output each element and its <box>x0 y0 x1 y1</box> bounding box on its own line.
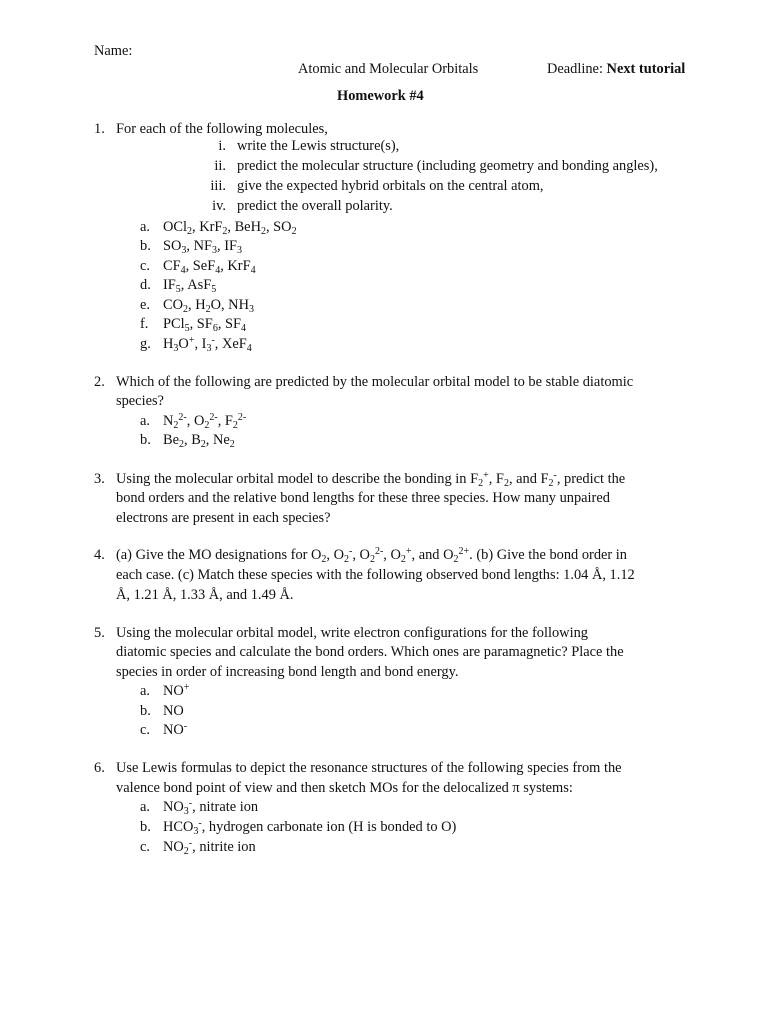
question-text-line: (a) Give the MO designations for $O_2$, $O_2^-$, $O_2^{2-}$, $O_2^+$, and $O_2^{2+}$. (b) Give the bond order in <box>116 546 627 565</box>
deadline <box>547 61 685 78</box>
step-text: predict the molecular structure (including geometry and bonding angles), <box>237 158 658 174</box>
item-text: $CF_4$, SeF$_4$, KrF$_4$ <box>163 258 256 276</box>
question-text-line: diatomic species and calculate the bond orders. Which ones are paramagnetic? Place the <box>116 644 624 660</box>
deadline-value: Next tutorial <box>606 61 686 77</box>
name-label: Name: <box>94 43 133 59</box>
item-text: $NO_3^-$, nitrate ion <box>163 798 259 817</box>
course-title: Atomic and Molecular Orbitals <box>298 61 479 77</box>
item-text: $H_3O^+$, $I_3^-$, XeF$_4$ <box>163 335 252 354</box>
question-text-line: bond orders and the relative bond lengths for these three species. How many unpaired <box>116 490 610 506</box>
question-number: 4. <box>94 547 105 563</box>
question-text-line: Which of the following are predicted by the molecular orbital model to be stable diatomic <box>116 374 634 390</box>
step-text: write the Lewis structure(s), <box>237 138 400 154</box>
item-text: NO+ <box>163 682 190 699</box>
item-text: $NO_2^-$, nitrite ion <box>163 838 256 857</box>
item-letter: b. <box>140 238 151 254</box>
item-letter: b. <box>140 819 151 835</box>
question-text: For each of the following molecules, <box>116 121 328 137</box>
question-number: 3. <box>94 471 105 487</box>
item-letter: c. <box>140 839 150 855</box>
item-letter: d. <box>140 277 151 293</box>
question-text-line: Using the molecular orbital model to describe the bonding in $F_2^+$, $F_2$, and $F_2^-$, predict the <box>116 470 626 489</box>
step-text: give the expected hybrid orbitals on the central atom, <box>237 178 544 194</box>
step-number: i. <box>218 138 226 154</box>
item-text: $HCO_3^-$, hydrogen carbonate ion (H is bonded to O) <box>163 818 457 837</box>
item-text: $IF_5$, AsF$_5$ <box>163 277 217 295</box>
item-text: PCl$_5$, $SF_6$, $SF_4$ <box>163 316 247 334</box>
item-letter: a. <box>140 683 150 699</box>
item-text: $N_2^{2-}$, $O_2^{2-}$, $F_2^{2-}$ <box>163 412 247 431</box>
step-text: predict the overall polarity. <box>237 198 393 214</box>
item-letter: a. <box>140 799 150 815</box>
question-text-line: species? <box>116 393 164 409</box>
item-text: $SO_3$, $NF_3$, $IF_3$ <box>163 238 242 256</box>
question-text-line: valence bond point of view and then sketch MOs for the delocalized π systems: <box>116 780 573 796</box>
question-text-line: Using the molecular orbital model, write electron configurations for the following <box>116 625 588 641</box>
item-text: NO- <box>163 721 188 738</box>
page-title: Homework #4 <box>337 88 424 104</box>
item-letter: c. <box>140 258 150 274</box>
item-letter: f. <box>140 316 149 332</box>
question-text-line: Å, 1.21 Å, 1.33 Å, and 1.49 Å. <box>116 587 294 603</box>
question-number: 6. <box>94 760 105 776</box>
step-number: iv. <box>212 198 226 214</box>
item-letter: a. <box>140 219 150 235</box>
item-letter: a. <box>140 413 150 429</box>
item-letter: c. <box>140 722 150 738</box>
item-letter: b. <box>140 432 151 448</box>
item-text: $Be_2$, $B_2$, $Ne_2$ <box>163 432 235 450</box>
item-letter: e. <box>140 297 150 313</box>
item-text: NO <box>163 703 184 719</box>
question-text-line: species in order of increasing bond length and bond energy. <box>116 664 459 680</box>
step-number: ii. <box>214 158 226 174</box>
question-text-line: Use Lewis formulas to depict the resonance structures of the following species from the <box>116 760 622 776</box>
question-number: 5. <box>94 625 105 641</box>
item-text: OCl$_2$, KrF$_2$, BeH$_2$, $SO_2$ <box>163 219 297 237</box>
item-text: $CO_2$, $H_2O$, $NH_3$ <box>163 297 254 315</box>
item-letter: g. <box>140 336 151 352</box>
item-letter: b. <box>140 703 151 719</box>
deadline-label: Deadline: <box>547 61 607 77</box>
question-number: 1. <box>94 121 105 137</box>
step-number: iii. <box>210 178 226 194</box>
question-number: 2. <box>94 374 105 390</box>
question-text-line: each case. (c) Match these species with the following observed bond lengths: 1.04 Å, 1.12 <box>116 567 635 583</box>
question-text-line: electrons are present in each species? <box>116 510 331 526</box>
